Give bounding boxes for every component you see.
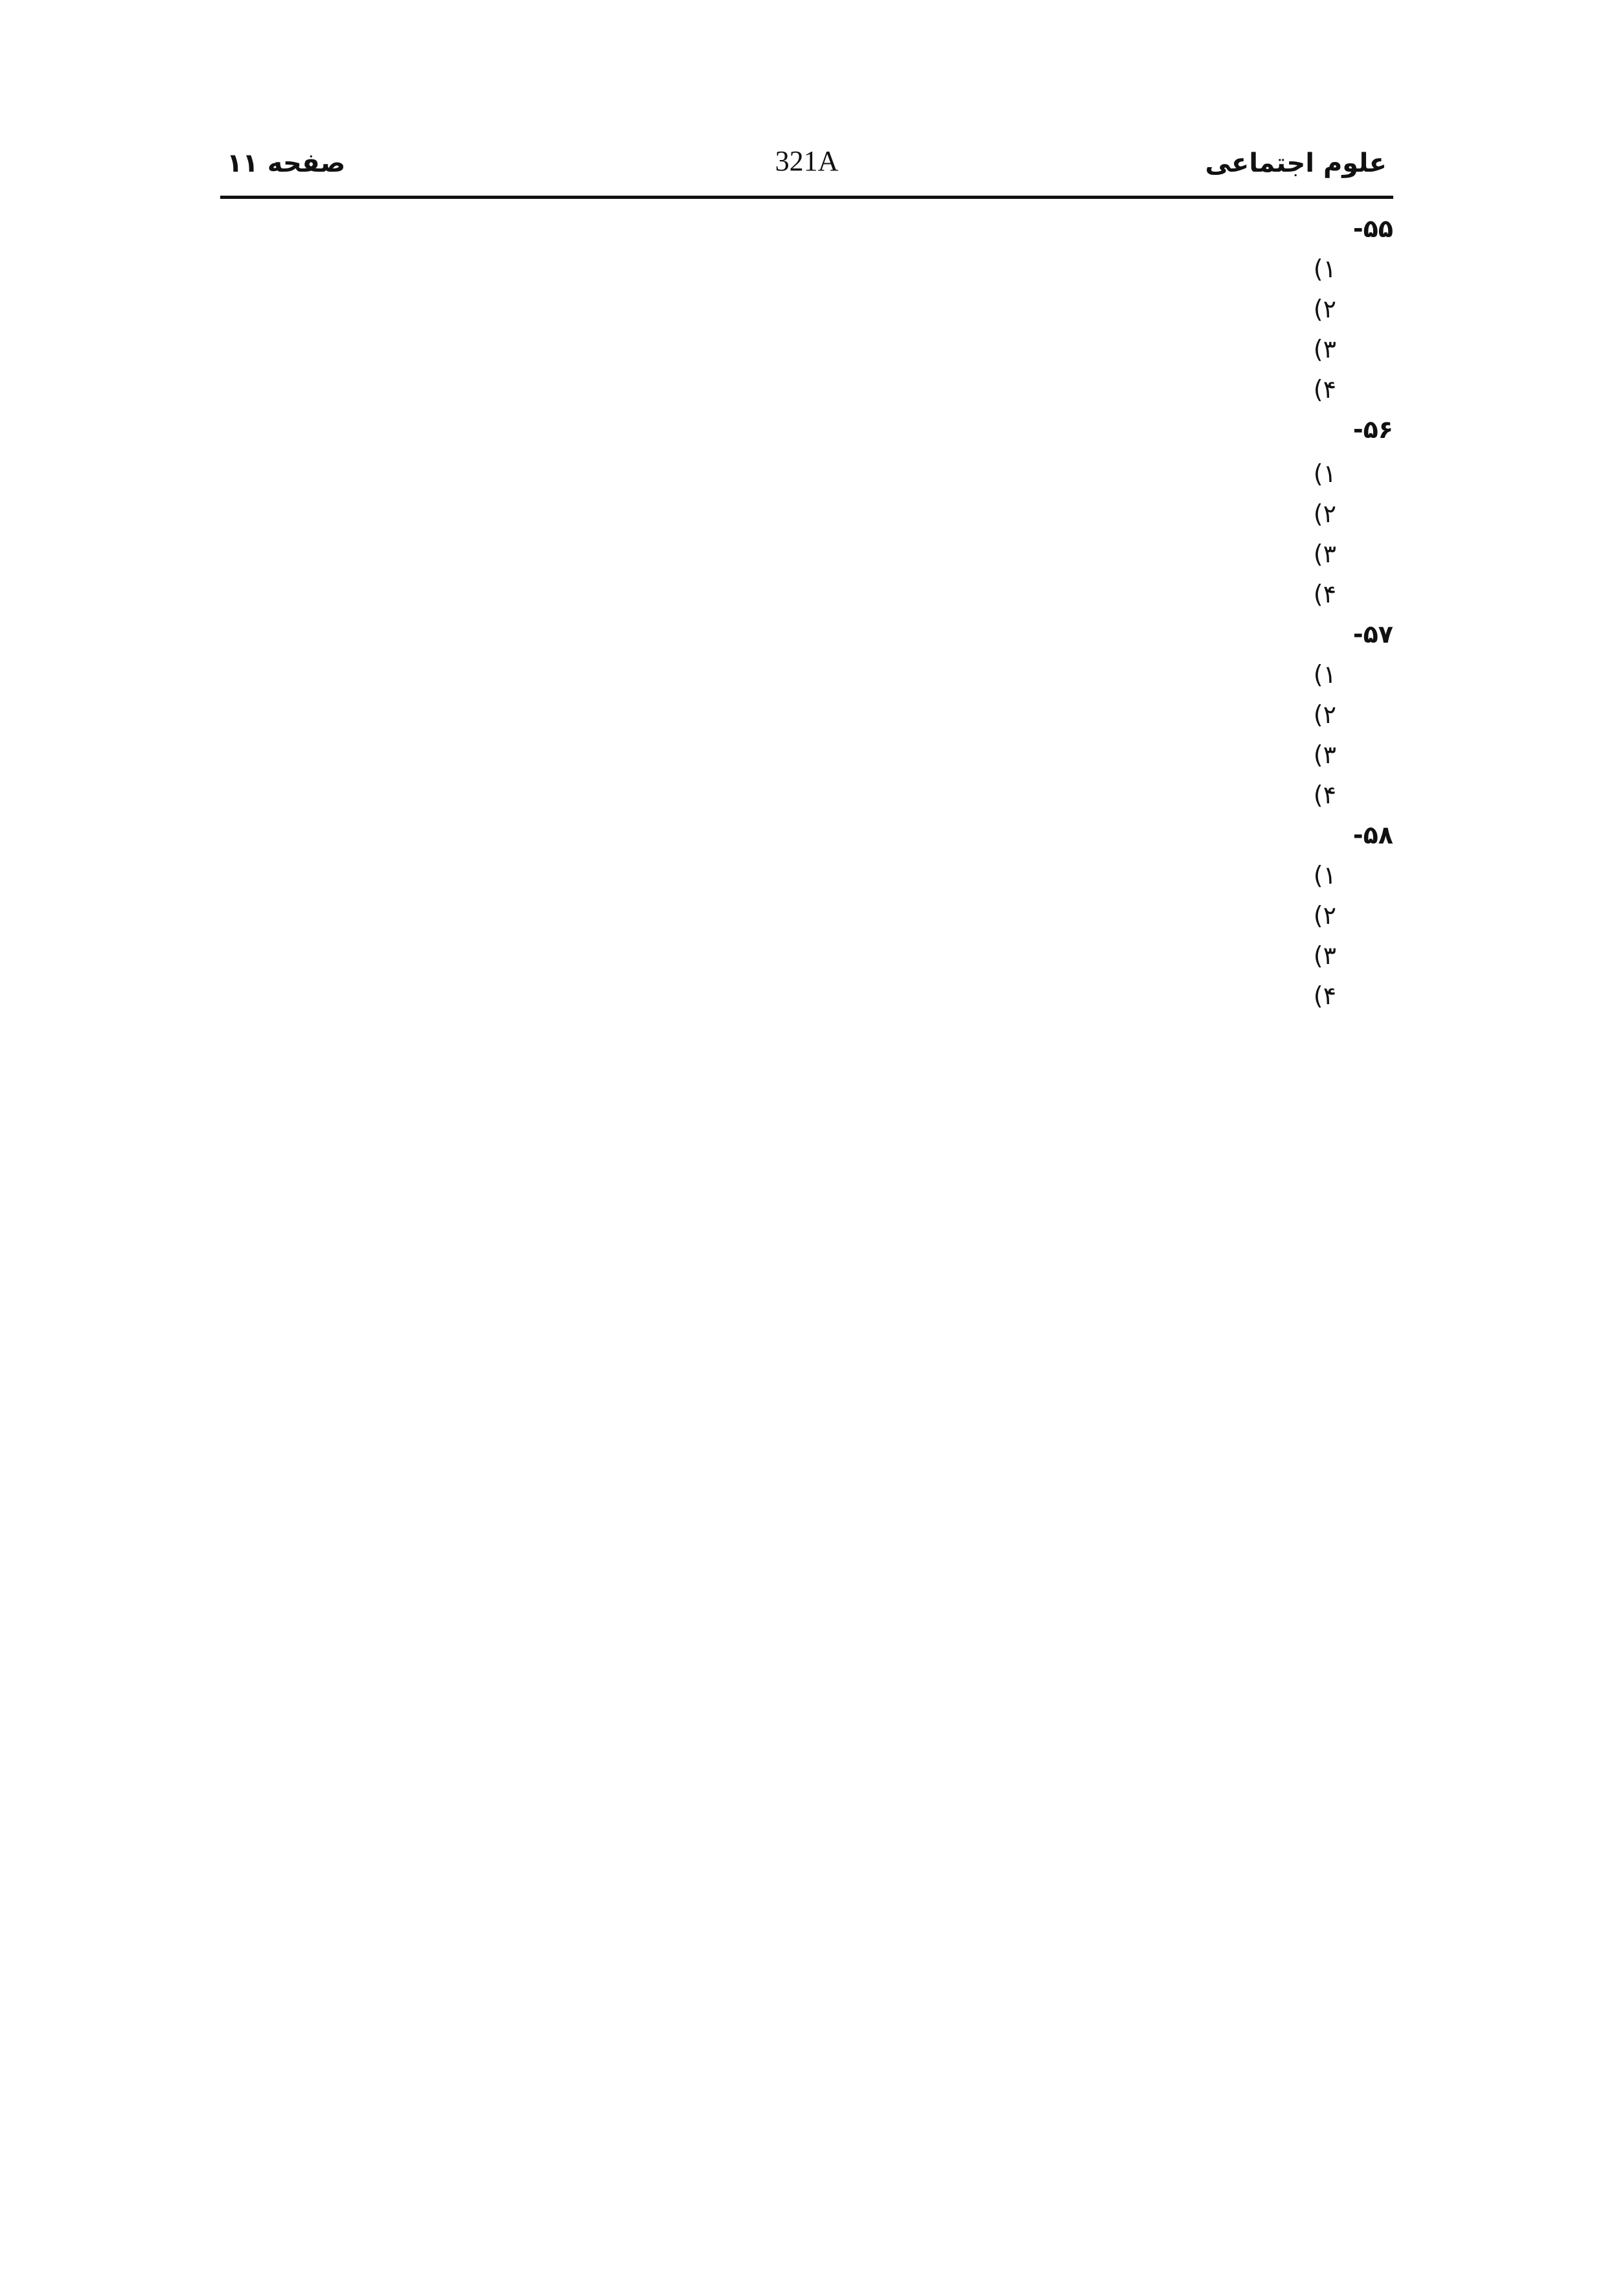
- page-number: صفحه ۱۱: [227, 148, 346, 178]
- option-number: ۲): [1313, 901, 1336, 930]
- booklet-code: 321A: [775, 145, 839, 177]
- option-2[interactable]: [220, 289, 1336, 329]
- option-number: ۱): [1313, 255, 1336, 283]
- page-header: [227, 139, 1387, 198]
- option-number: ۴): [1313, 982, 1336, 1010]
- subject-title: علوم اجتماعی: [1205, 148, 1387, 178]
- option-number: ۴): [1313, 375, 1336, 404]
- header-rule: [220, 196, 1393, 199]
- option-1[interactable]: [220, 453, 1336, 494]
- question-58: [220, 815, 1393, 1016]
- option-2[interactable]: [220, 695, 1336, 735]
- option-number: ۲): [1313, 499, 1336, 528]
- option-4[interactable]: [220, 574, 1336, 614]
- option-3[interactable]: [220, 329, 1336, 369]
- question-55: [220, 209, 1393, 409]
- option-2[interactable]: [220, 895, 1336, 936]
- option-4[interactable]: [220, 976, 1336, 1016]
- option-number: ۳): [1313, 740, 1336, 769]
- questions-container: [220, 209, 1393, 1016]
- option-1[interactable]: [220, 855, 1336, 895]
- option-1[interactable]: [220, 654, 1336, 695]
- option-3[interactable]: [220, 936, 1336, 976]
- option-2[interactable]: [220, 494, 1336, 534]
- option-3[interactable]: [220, 735, 1336, 775]
- option-number: ۲): [1313, 700, 1336, 729]
- option-number: ۲): [1313, 295, 1336, 323]
- question-number: ۵۶-: [1352, 415, 1393, 444]
- question-number: ۵۸-: [1352, 821, 1393, 849]
- option-number: ۳): [1313, 540, 1336, 568]
- question-56: [220, 409, 1393, 614]
- option-4[interactable]: [220, 775, 1336, 815]
- option-1[interactable]: [220, 249, 1336, 289]
- option-number: ۱): [1313, 660, 1336, 689]
- question-57: [220, 614, 1393, 815]
- option-number: ۳): [1313, 941, 1336, 970]
- option-number: ۱): [1313, 861, 1336, 890]
- option-number: ۴): [1313, 781, 1336, 809]
- question-number: ۵۵-: [1352, 214, 1393, 243]
- option-4[interactable]: [220, 369, 1336, 409]
- option-number: ۳): [1313, 335, 1336, 363]
- option-3[interactable]: [220, 534, 1336, 574]
- question-number: ۵۷-: [1352, 620, 1393, 649]
- option-number: ۱): [1313, 459, 1336, 488]
- option-number: ۴): [1313, 580, 1336, 608]
